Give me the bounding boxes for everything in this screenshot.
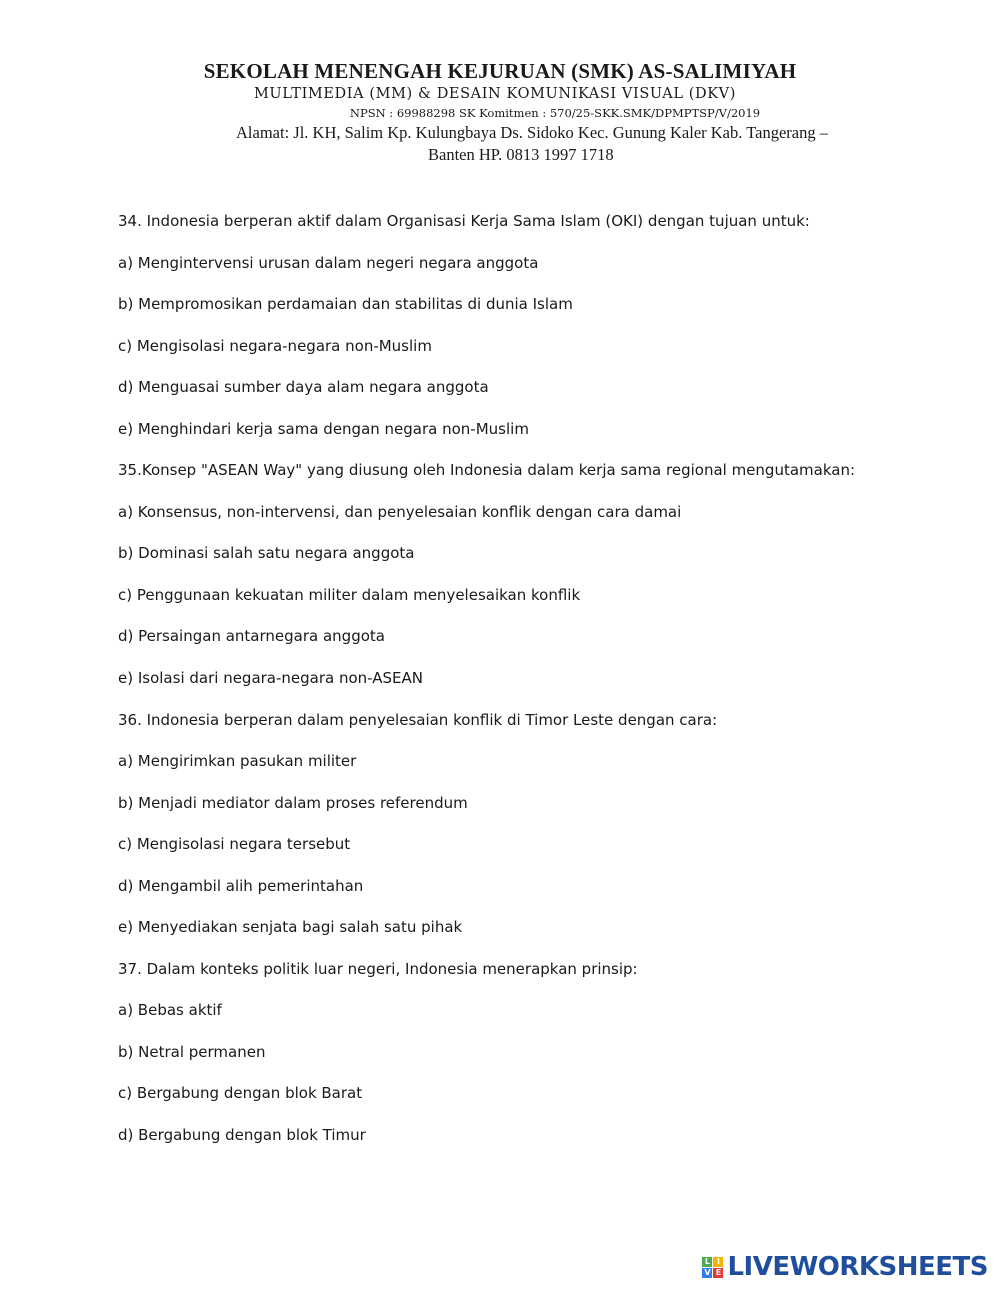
option-37-d: d) Bergabung dengan blok Timur [118, 1126, 366, 1145]
option-36-b: b) Menjadi mediator dalam proses referendum [118, 793, 468, 812]
school-address-line2: Banten HP. 0813 1997 1718 [428, 145, 614, 164]
logo-letter-l: L [702, 1257, 712, 1267]
logo-letter-e: E [713, 1268, 723, 1278]
option-37-c: c) Bergabung dengan blok Barat [118, 1084, 363, 1103]
option-34-a: a) Mengintervensi urusan dalam negeri negara anggota [118, 253, 539, 272]
logo-letter-i: I [713, 1257, 723, 1267]
school-name: SEKOLAH MENENGAH KEJURUAN (SMK) AS-SALIMIYAH [203, 59, 797, 83]
option-34-b: b) Mempromosikan perdamaian dan stabilitas di dunia Islam [118, 295, 573, 314]
option-35-a: a) Konsensus, non-intervensi, dan penyelesaian konflik dengan cara damai [118, 502, 682, 521]
option-35-b: b) Dominasi salah satu negara anggota [118, 544, 415, 563]
option-35-c: c) Penggunaan kekuatan militer dalam menyelesaikan konflik [118, 585, 581, 604]
option-36-d: d) Mengambil alih pemerintahan [118, 876, 364, 895]
option-37-b: b) Netral permanen [118, 1042, 266, 1061]
option-35-d: d) Persaingan antarnegara anggota [118, 627, 385, 646]
worksheet-questions [118, 210, 918, 1166]
liveworksheets-logo [702, 1252, 988, 1282]
option-34-d: d) Menguasai sumber daya alam negara anggota [118, 378, 489, 397]
option-36-e: e) Menyediakan senjata bagi salah satu pihak [118, 918, 463, 937]
option-36-a: a) Mengirimkan pasukan militer [118, 752, 357, 771]
question-36: 36. Indonesia berperan dalam penyelesaian konflik di Timor Leste dengan cara: [118, 710, 718, 729]
logo-letter-v: V [704, 1267, 711, 1277]
school-address-line1: Alamat: Jl. KH, Salim Kp. Kulungbaya Ds. Sidoko Kec. Gunung Kaler Kab. Tangerang – [236, 123, 828, 142]
school-programs: MULTIMEDIA (MM) & DESAIN KOMUNIKASI VISUAL (DKV) [253, 86, 736, 102]
school-header [0, 58, 1000, 166]
liveworksheets-logo-icon [702, 1257, 723, 1278]
option-36-c: c) Mengisolasi negara tersebut [118, 835, 351, 854]
liveworksheets-logo-text: LIVEWORKSHEETS [727, 1252, 988, 1282]
question-37: 37. Dalam konteks politik luar negeri, Indonesia menerapkan prinsip: [118, 959, 638, 978]
question-34: 34. Indonesia berperan aktif dalam Organisasi Kerja Sama Islam (OKI) dengan tujuan untuk: [118, 212, 810, 230]
option-34-e: e) Menghindari kerja sama dengan negara non-Muslim [118, 419, 529, 438]
school-npsn: NPSN : 69988298 SK Komitmen : 570/25-SKK.SMK/DPMPTSP/V/2019 [349, 106, 761, 120]
option-37-a: a) Bebas aktif [118, 1001, 222, 1020]
question-35: 35.Konsep "ASEAN Way" yang diusung oleh Indonesia dalam kerja sama regional mengutamakan: [118, 461, 856, 480]
option-35-e: e) Isolasi dari negara-negara non-ASEAN [118, 669, 424, 688]
option-34-c: c) Mengisolasi negara-negara non-Muslim [118, 336, 432, 355]
